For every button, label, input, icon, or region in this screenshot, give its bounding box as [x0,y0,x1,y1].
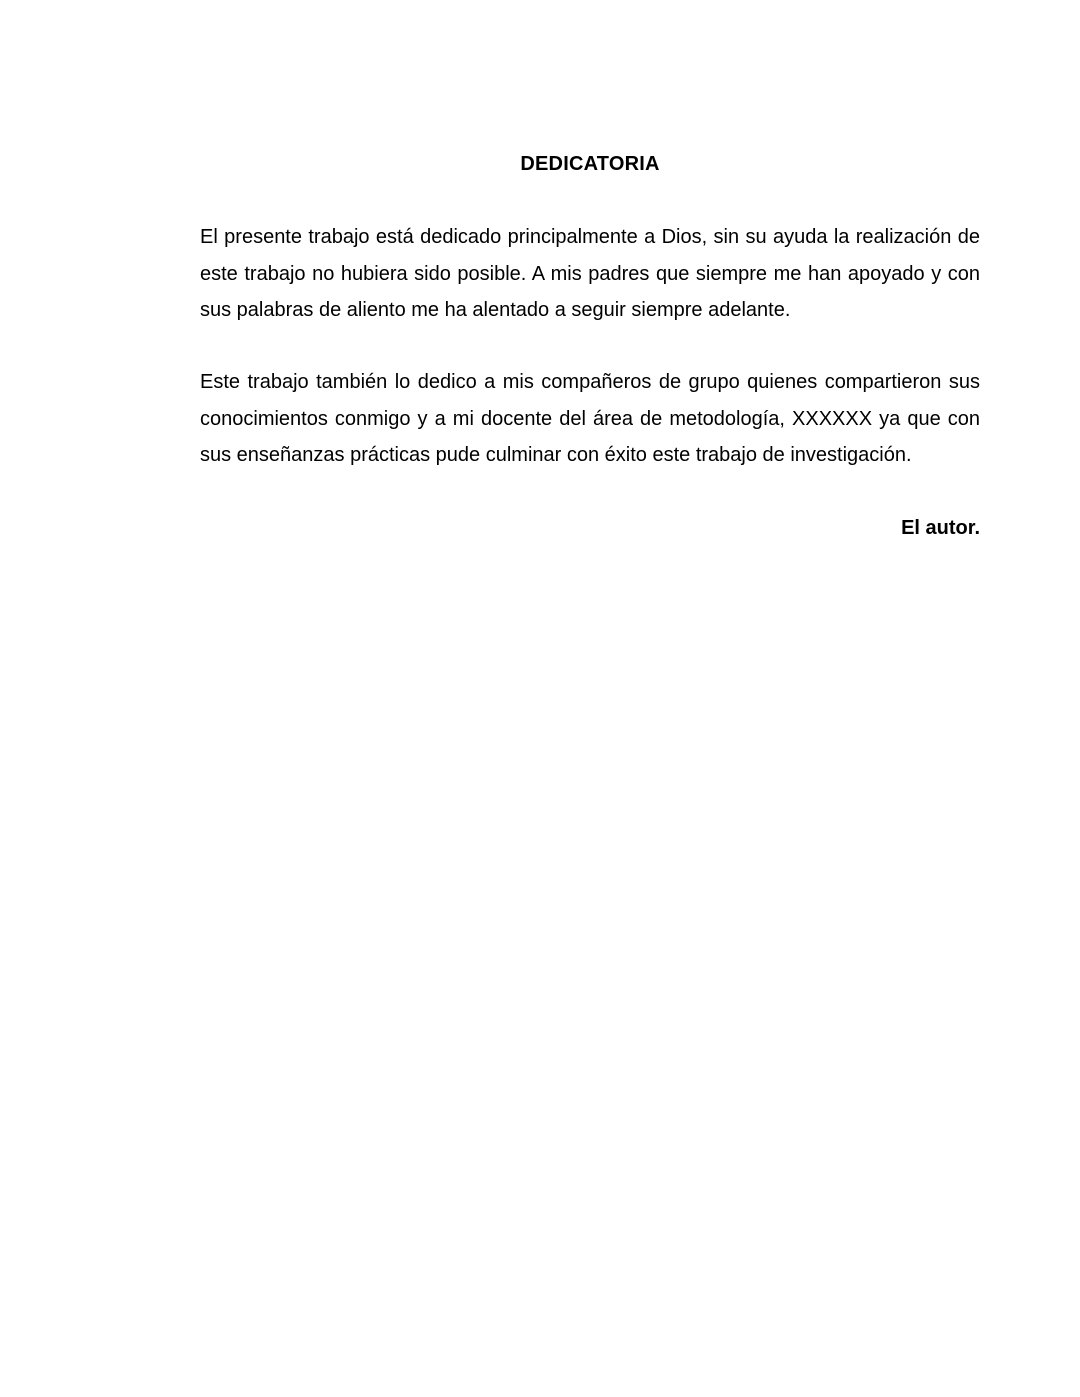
dedication-paragraph-2: Este trabajo también lo dedico a mis compañeros de grupo quienes compartieron sus conocimientos conmigo y a mi docente del área de metodología, XXXXXX ya que con sus enseñanzas prácticas pude culminar con éxito este trabajo de investigación. [200,371,980,466]
dedication-paragraph-1: El presente trabajo está dedicado principalmente a Dios, sin su ayuda la realización de este trabajo no hubiera sido posible. A mis padres que siempre me han apoyado y con sus palabras de aliento me ha alentado a seguir siempre adelante. [200,226,980,321]
page-title: DEDICATORIA [520,153,660,175]
author-signature: El autor. [901,517,980,539]
